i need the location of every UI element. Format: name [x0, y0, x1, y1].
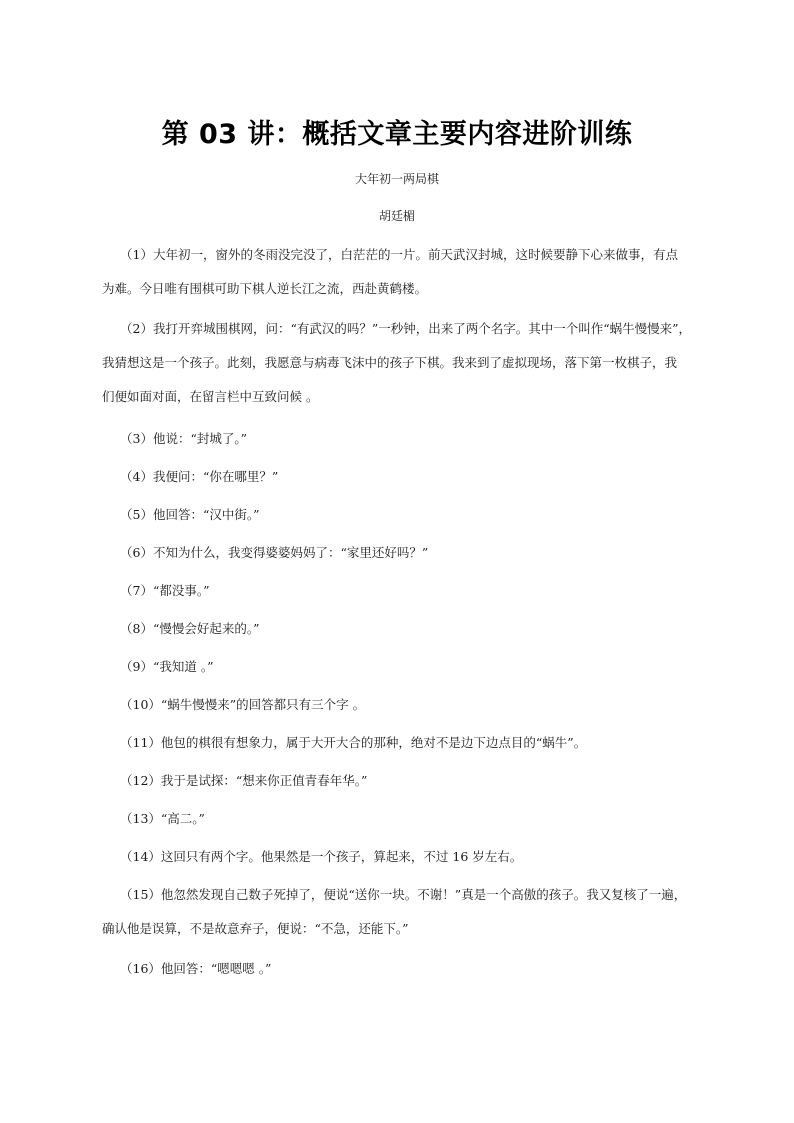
- paragraph: [102, 688, 724, 722]
- paragraph-line: 确认他是误算，不是故意弃子，便说：“不急，还能下。”: [102, 921, 409, 936]
- paragraph-line: （3）他说：“封城了。”: [120, 431, 247, 446]
- paragraph-line: （7）“都没事。”: [120, 583, 210, 598]
- paragraph: [102, 238, 724, 306]
- paragraph: [102, 802, 724, 836]
- paragraph: [102, 498, 724, 532]
- paragraph-line: 为难。今日唯有围棋可助下棋人逆长江之流，西赴黄鹤楼。: [102, 281, 428, 296]
- paragraph-line: （4）我便问：“你在哪里？”: [120, 469, 279, 484]
- paragraph: [102, 952, 724, 986]
- paragraph-line: （13）“高二。”: [120, 811, 205, 826]
- paragraph-line: （5）他回答：“汉中街。”: [120, 507, 260, 522]
- paragraph: [102, 878, 724, 946]
- paragraph: [102, 840, 724, 874]
- paragraph: [102, 536, 724, 570]
- paragraph-line: （6）不知为什么，我变得婆婆妈妈了：“家里还好吗？”: [120, 545, 429, 560]
- article-author: 胡廷楣: [378, 209, 415, 223]
- paragraph-line: （12）我于是试探：“想来你正值青春年华。”: [120, 773, 368, 788]
- article-title: 大年初一两局棋: [354, 172, 439, 186]
- paragraph-line: （15）他忽然发现自己数子死掉了，便说“送你一块。不谢！”真是一个高傲的孩子。我又复核了一遍，: [120, 887, 687, 902]
- paragraph-line: 们便如面对面，在留言栏中互致问候 。: [102, 389, 319, 404]
- paragraph-line: （11）他包的棋很有想象力，属于大开大合的那种，绝对不是边下边点目的“蜗牛”。: [120, 735, 587, 750]
- paragraph-line: （8）“慢慢会好起来的。”: [120, 621, 260, 636]
- paragraph-line: （1）大年初一，窗外的冬雨没完没了，白茫茫的一片。前天武汉封城，这时候要静下心来做事，有点: [120, 247, 678, 262]
- paragraph: [102, 764, 724, 798]
- paragraph: [102, 574, 724, 608]
- paragraph-line: 我猜想这是一个孩子。此刻，我愿意与病毒飞沫中的孩子下棋。我来到了虚拟现场，落下第一枚棋子，我: [102, 355, 678, 370]
- paragraph-line: （16）他回答：“嗯嗯嗯 。”: [120, 961, 272, 976]
- paragraph: [102, 312, 724, 414]
- page-title: 第 03 讲：概括文章主要内容进阶训练: [161, 119, 633, 150]
- paragraph-line: （9）“我知道 。”: [120, 659, 214, 674]
- paragraph: [102, 422, 724, 456]
- paragraph-line: （14）这回只有两个字。他果然是一个孩子，算起来，不过 16 岁左右。: [120, 849, 523, 864]
- paragraph: [102, 726, 724, 760]
- paragraph: [102, 650, 724, 684]
- paragraph: [102, 612, 724, 646]
- paragraph-line: （2）我打开弈城围棋网，问：“有武汉的吗？”一秒钟，出来了两个名字。其中一个叫作“蜗牛慢慢来”，: [120, 321, 692, 336]
- paragraph: [102, 460, 724, 494]
- paragraph-line: （10）“蜗牛慢慢来”的回答都只有三个字 。: [120, 697, 366, 712]
